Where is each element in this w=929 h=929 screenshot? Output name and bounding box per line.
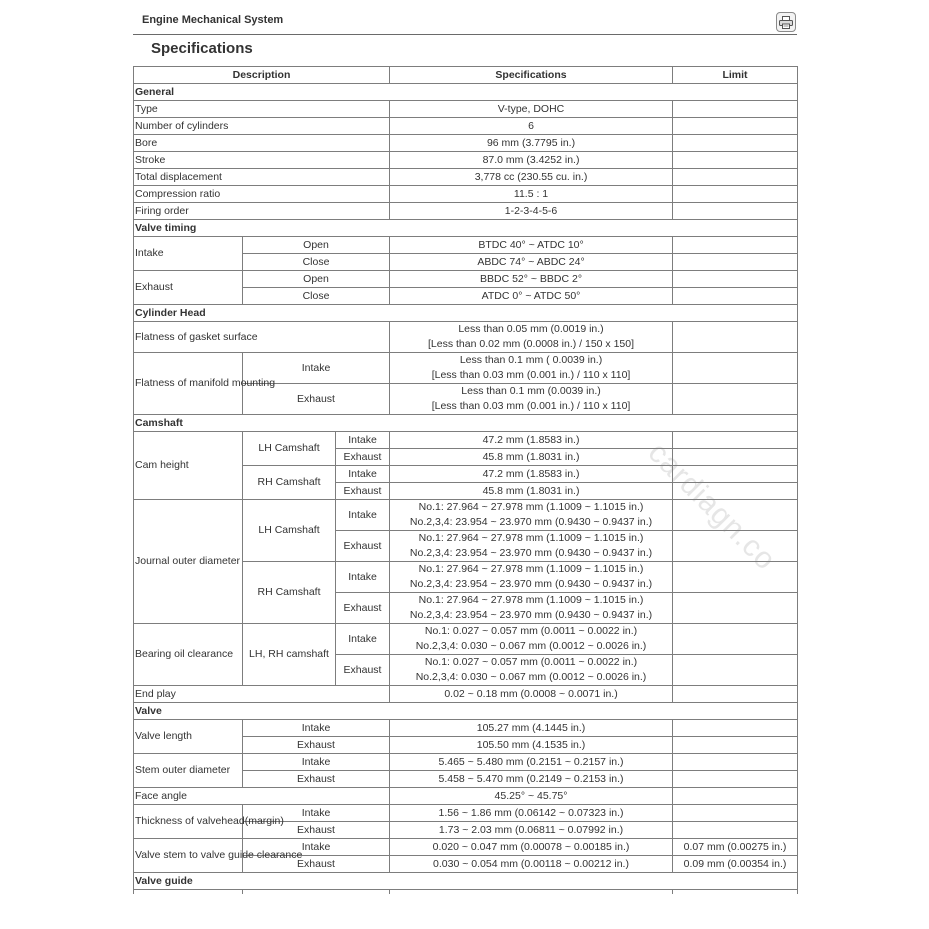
group-title: General	[134, 84, 798, 101]
row-spec	[390, 322, 673, 353]
spec-line: No.1: 27.964 ~ 27.978 mm (1.1009 ~ 1.1015 in.)	[418, 501, 644, 513]
row-limit: 0.09 mm (0.00354 in.)	[673, 856, 798, 873]
sub-label: Exhaust	[243, 822, 390, 839]
row-limit	[673, 101, 798, 118]
sub-label: RH Camshaft	[243, 562, 336, 624]
table-row	[134, 624, 798, 655]
sub-label: LH Camshaft	[243, 500, 336, 562]
spec-line: No.2,3,4: 23.954 ~ 23.970 mm (0.9430 ~ 0.9437 in.)	[409, 516, 653, 528]
row-spec: 11.5 : 1	[390, 186, 673, 203]
row-limit	[673, 593, 798, 624]
row-label: Total displacement	[134, 169, 390, 186]
col-description: Description	[134, 67, 390, 84]
row-limit	[673, 805, 798, 822]
group-row-valve	[134, 703, 798, 720]
row-limit	[673, 466, 798, 483]
group-title: Valve	[134, 703, 798, 720]
row-limit	[673, 169, 798, 186]
sub-label: Intake	[243, 754, 390, 771]
row-spec: 5.465 ~ 5.480 mm (0.2151 ~ 0.2157 in.)	[390, 754, 673, 771]
spec-line: Less than 0.1 mm (0.0039 in.)	[461, 385, 601, 397]
row-spec	[390, 531, 673, 562]
group-row-camshaft	[134, 415, 798, 432]
row-label: Intake	[134, 237, 243, 271]
row-limit	[673, 624, 798, 655]
table-row	[134, 754, 798, 771]
table-row	[134, 135, 798, 152]
table-row	[134, 101, 798, 118]
sub-sub-label: Exhaust	[336, 531, 390, 562]
table-row	[134, 788, 798, 805]
row-spec: 96 mm (3.7795 in.)	[390, 135, 673, 152]
row-limit	[673, 500, 798, 531]
group-title: Camshaft	[134, 415, 798, 432]
row-limit	[673, 203, 798, 220]
spec-line: No.1: 27.964 ~ 27.978 mm (1.1009 ~ 1.1015 in.)	[418, 532, 644, 544]
sub-label: Intake	[243, 353, 390, 384]
table-row	[134, 152, 798, 169]
row-spec: 1-2-3-4-5-6	[390, 203, 673, 220]
row-spec: 5.458 ~ 5.470 mm (0.2149 ~ 0.2153 in.)	[390, 771, 673, 788]
sub-label: Exhaust	[243, 771, 390, 788]
row-limit	[673, 118, 798, 135]
table-row	[134, 432, 798, 449]
spec-line: [Less than 0.03 mm (0.001 in.) / 110 x 110]	[431, 369, 631, 381]
row-label: End play	[134, 686, 390, 703]
group-row-valve-guide	[134, 873, 798, 890]
table-row	[134, 203, 798, 220]
spec-line: [Less than 0.02 mm (0.0008 in.) / 150 x 150]	[427, 338, 635, 350]
table-row-cutoff	[134, 890, 798, 895]
section-title: Specifications	[151, 40, 253, 57]
row-label: Type	[134, 101, 390, 118]
sub-label: Intake	[243, 805, 390, 822]
table-row	[134, 271, 798, 288]
table-row	[134, 686, 798, 703]
row-spec: 45.8 mm (1.8031 in.)	[390, 483, 673, 500]
table-row	[134, 805, 798, 822]
spec-line: No.1: 27.964 ~ 27.978 mm (1.1009 ~ 1.1015 in.)	[418, 594, 644, 606]
spec-line: No.1: 0.027 ~ 0.057 mm (0.0011 ~ 0.0022 in.)	[424, 625, 638, 637]
spec-line: No.2,3,4: 23.954 ~ 23.970 mm (0.9430 ~ 0.9437 in.)	[409, 609, 653, 621]
row-limit	[673, 271, 798, 288]
row-label: Face angle	[134, 788, 390, 805]
row-limit	[673, 822, 798, 839]
row-spec	[390, 624, 673, 655]
sub-label: Close	[243, 288, 390, 305]
sub-label: RH Camshaft	[243, 466, 336, 500]
sub-sub-label: Intake	[336, 500, 390, 531]
spec-line: No.1: 27.964 ~ 27.978 mm (1.1009 ~ 1.1015 in.)	[418, 563, 644, 575]
sub-sub-label: Intake	[336, 432, 390, 449]
group-row-general	[134, 84, 798, 101]
col-limit: Limit	[673, 67, 798, 84]
row-limit	[673, 322, 798, 353]
print-button[interactable]	[776, 12, 796, 32]
table-row	[134, 353, 798, 384]
spec-line: [Less than 0.03 mm (0.001 in.) / 110 x 110]	[431, 400, 631, 412]
row-label: Bore	[134, 135, 390, 152]
row-spec: 45.25° ~ 45.75°	[390, 788, 673, 805]
table-row	[134, 839, 798, 856]
row-label: Thickness of valvehead(margin)	[134, 805, 243, 839]
row-spec: 3,778 cc (230.55 cu. in.)	[390, 169, 673, 186]
row-limit	[673, 483, 798, 500]
row-label: Stroke	[134, 152, 390, 169]
row-limit	[673, 353, 798, 384]
spec-line: No.1: 0.027 ~ 0.057 mm (0.0011 ~ 0.0022 in.)	[424, 656, 638, 668]
col-specifications: Specifications	[390, 67, 673, 84]
row-label: Exhaust	[134, 271, 243, 305]
table-row	[134, 118, 798, 135]
table-row	[134, 186, 798, 203]
sub-sub-label: Exhaust	[336, 483, 390, 500]
sub-sub-label: Exhaust	[336, 449, 390, 466]
row-limit	[673, 237, 798, 254]
row-spec	[390, 384, 673, 415]
row-limit	[673, 432, 798, 449]
sub-sub-label: Intake	[336, 466, 390, 483]
sub-label: Close	[243, 254, 390, 271]
sub-label: LH Camshaft	[243, 432, 336, 466]
spec-line: Less than 0.05 mm (0.0019 in.)	[458, 323, 604, 335]
row-spec	[390, 562, 673, 593]
row-spec: ATDC 0° ~ ATDC 50°	[390, 288, 673, 305]
spec-line: Less than 0.1 mm ( 0.0039 in.)	[459, 354, 603, 366]
row-label: Compression ratio	[134, 186, 390, 203]
group-row-valve-timing	[134, 220, 798, 237]
table-row	[134, 169, 798, 186]
row-label: Bearing oil clearance	[134, 624, 243, 686]
table-row	[134, 720, 798, 737]
header-divider	[133, 34, 797, 35]
row-spec: 47.2 mm (1.8583 in.)	[390, 432, 673, 449]
row-limit	[673, 562, 798, 593]
row-limit	[673, 686, 798, 703]
row-limit	[673, 288, 798, 305]
row-limit	[673, 531, 798, 562]
row-spec: BBDC 52° ~ BBDC 2°	[390, 271, 673, 288]
sub-label: Exhaust	[243, 737, 390, 754]
row-spec	[390, 593, 673, 624]
row-spec: 105.50 mm (4.1535 in.)	[390, 737, 673, 754]
sub-label: Intake	[243, 720, 390, 737]
table-row	[134, 500, 798, 531]
specifications-table	[133, 66, 798, 894]
row-limit	[673, 135, 798, 152]
row-label: Number of cylinders	[134, 118, 390, 135]
row-label: Valve stem to valve guide clearance	[134, 839, 243, 873]
spec-line: No.2,3,4: 0.030 ~ 0.067 mm (0.0012 ~ 0.0026 in.)	[415, 671, 647, 683]
sub-label: Open	[243, 271, 390, 288]
row-label: Stem outer diameter	[134, 754, 243, 788]
row-spec: 1.73 ~ 2.03 mm (0.06811 ~ 0.07992 in.)	[390, 822, 673, 839]
watermark: cardiagn.co	[641, 436, 783, 577]
row-spec	[390, 353, 673, 384]
row-limit	[673, 254, 798, 271]
spec-line: No.2,3,4: 0.030 ~ 0.067 mm (0.0012 ~ 0.0026 in.)	[415, 640, 647, 652]
row-limit	[673, 737, 798, 754]
sub-sub-label: Intake	[336, 624, 390, 655]
sub-sub-label: Exhaust	[336, 593, 390, 624]
row-spec: 6	[390, 118, 673, 135]
row-limit	[673, 788, 798, 805]
group-title: Valve timing	[134, 220, 798, 237]
group-title: Valve guide	[134, 873, 798, 890]
row-spec: 0.020 ~ 0.047 mm (0.00078 ~ 0.00185 in.)	[390, 839, 673, 856]
group-title: Cylinder Head	[134, 305, 798, 322]
row-label: Valve length	[134, 720, 243, 754]
row-spec	[390, 500, 673, 531]
row-spec: ABDC 74° ~ ABDC 24°	[390, 254, 673, 271]
row-limit	[673, 754, 798, 771]
row-spec: 105.27 mm (4.1445 in.)	[390, 720, 673, 737]
table-header-row	[134, 67, 798, 84]
row-limit	[673, 771, 798, 788]
row-label: Flatness of gasket surface	[134, 322, 390, 353]
row-spec: V-type, DOHC	[390, 101, 673, 118]
row-limit	[673, 655, 798, 686]
row-label: Flatness of manifold mounting	[134, 353, 243, 415]
sub-label: Intake	[243, 839, 390, 856]
row-label: Journal outer diameter	[134, 500, 243, 624]
header-title: Engine Mechanical System	[142, 14, 284, 26]
sub-label: Open	[243, 237, 390, 254]
row-limit	[673, 449, 798, 466]
row-limit	[673, 384, 798, 415]
sub-label: LH, RH camshaft	[243, 624, 336, 686]
row-spec	[390, 655, 673, 686]
row-limit: 0.07 mm (0.00275 in.)	[673, 839, 798, 856]
sub-label: Exhaust	[243, 384, 390, 415]
table-row	[134, 237, 798, 254]
row-label: Cam height	[134, 432, 243, 500]
spec-line: No.2,3,4: 23.954 ~ 23.970 mm (0.9430 ~ 0.9437 in.)	[409, 578, 653, 590]
row-limit	[673, 186, 798, 203]
row-spec: 0.030 ~ 0.054 mm (0.00118 ~ 0.00212 in.)	[390, 856, 673, 873]
spec-line: No.2,3,4: 23.954 ~ 23.970 mm (0.9430 ~ 0.9437 in.)	[409, 547, 653, 559]
sub-label: Exhaust	[243, 856, 390, 873]
row-label: Firing order	[134, 203, 390, 220]
row-spec: 0.02 ~ 0.18 mm (0.0008 ~ 0.0071 in.)	[390, 686, 673, 703]
row-limit	[673, 152, 798, 169]
row-limit	[673, 720, 798, 737]
row-spec: 47.2 mm (1.8583 in.)	[390, 466, 673, 483]
table-row	[134, 322, 798, 353]
sub-sub-label: Exhaust	[336, 655, 390, 686]
group-row-cylinder-head	[134, 305, 798, 322]
row-spec: 45.8 mm (1.8031 in.)	[390, 449, 673, 466]
row-spec: 1.56 ~ 1.86 mm (0.06142 ~ 0.07323 in.)	[390, 805, 673, 822]
row-spec: BTDC 40° ~ ATDC 10°	[390, 237, 673, 254]
sub-sub-label: Intake	[336, 562, 390, 593]
printer-icon	[779, 16, 793, 29]
row-spec: 87.0 mm (3.4252 in.)	[390, 152, 673, 169]
